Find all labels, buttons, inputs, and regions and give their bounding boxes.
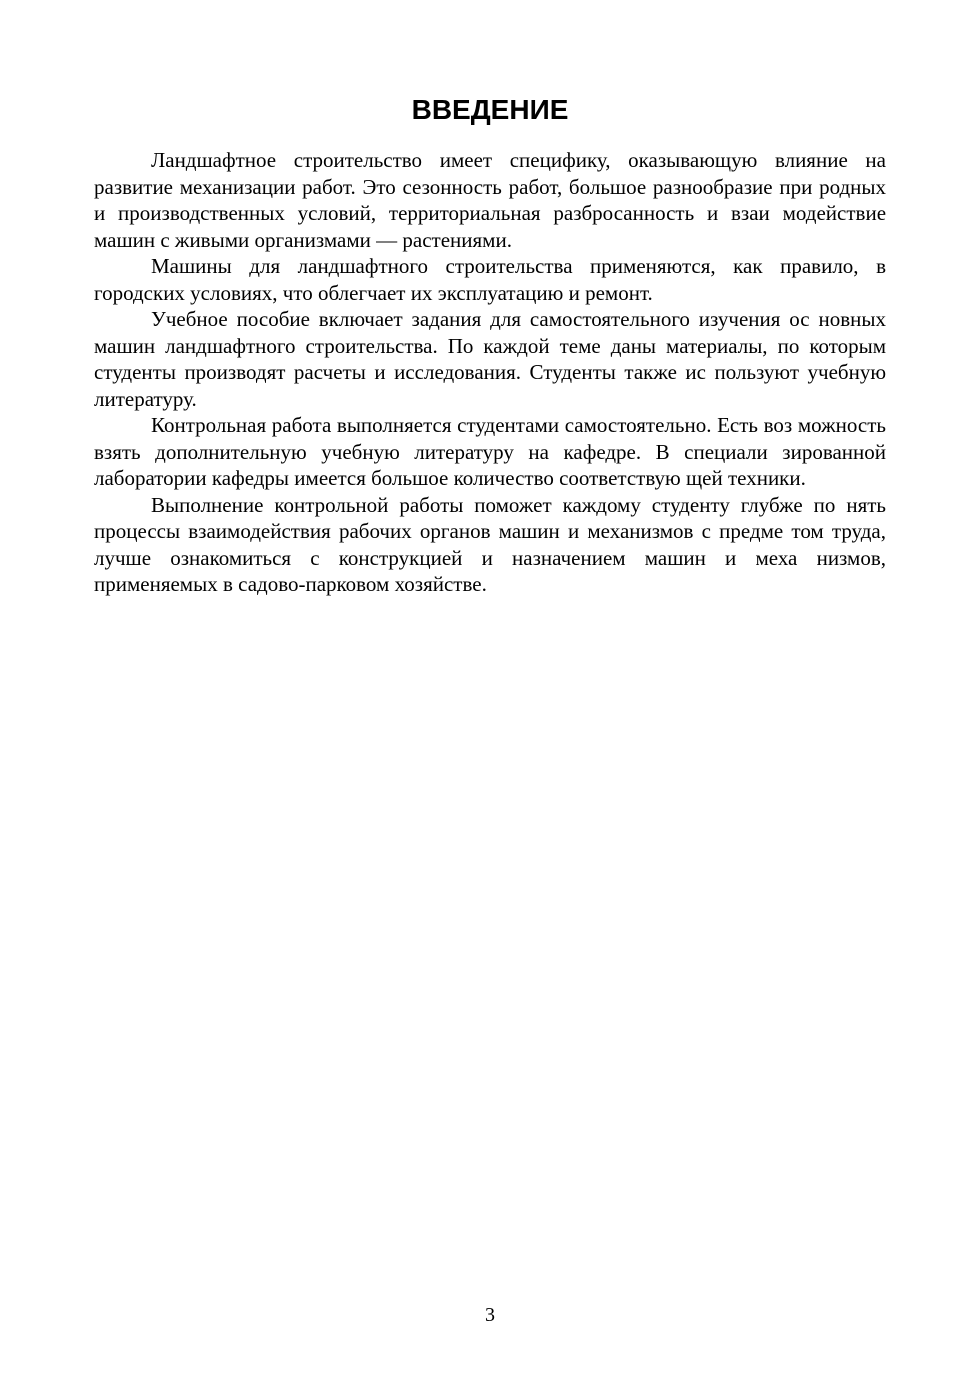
paragraph-line: низмов, применяемых в садово-парковом хозяйстве. — [94, 545, 887, 596]
paragraph-4 — [94, 412, 886, 492]
paragraph-line: новных машин ландшафтного строительства. По каждой теме даны материалы, — [94, 307, 886, 358]
paragraph-line: развитие механизации работ. Это сезонность работ, большое разнообразие при — [94, 174, 813, 199]
paragraph-line: зированной лаборатории кафедры имеется большое количество соответствую — [94, 439, 887, 490]
paragraph-5 — [94, 492, 886, 598]
paragraph-line: Ландшафтное строительство имеет специфику, оказывающую влияние на — [151, 148, 886, 172]
paragraph-line: модействие машин с живыми организмами — растениями. — [94, 201, 887, 252]
paragraph-line: пользуют учебную литературу. — [94, 360, 887, 411]
paragraph-line: можность взять дополнительную учебную литературу на кафедре. В специали — [94, 413, 887, 464]
paragraph-line: том труда, лучше ознакомиться с конструкцией и назначением машин и меха — [94, 519, 886, 570]
paragraph-line: Выполнение контрольной работы поможет каждому студенту глубже по — [151, 492, 836, 517]
paragraph-line: родных и производственных условий, территориальная разбросанность и взаи — [94, 174, 887, 225]
paragraph-line: по которым студенты производят расчеты и исследования. Студенты также ис — [94, 333, 886, 384]
paragraph-line: Контрольная работа выполняется студентами самостоятельно. Есть воз — [151, 413, 793, 437]
paragraph-line: нять процессы взаимодействия рабочих органов машин и механизмов с предме — [94, 492, 886, 543]
paragraph-2 — [94, 253, 886, 306]
paragraph-line: щей техники. — [686, 466, 806, 490]
paragraph-line: Машины для ландшафтного строительства применяются, как правило, в — [151, 254, 886, 278]
paragraph-line: Учебное пособие включает задания для самостоятельного изучения ос — [151, 307, 810, 331]
paragraph-1 — [94, 147, 886, 253]
paragraph-line: городских условиях, что облегчает их эксплуатацию и ремонт. — [94, 280, 653, 305]
document-body — [94, 147, 886, 598]
paragraph-3 — [94, 306, 886, 412]
page-title: ВВЕДЕНИЕ — [411, 94, 569, 125]
page-number: 3 — [485, 1304, 495, 1326]
